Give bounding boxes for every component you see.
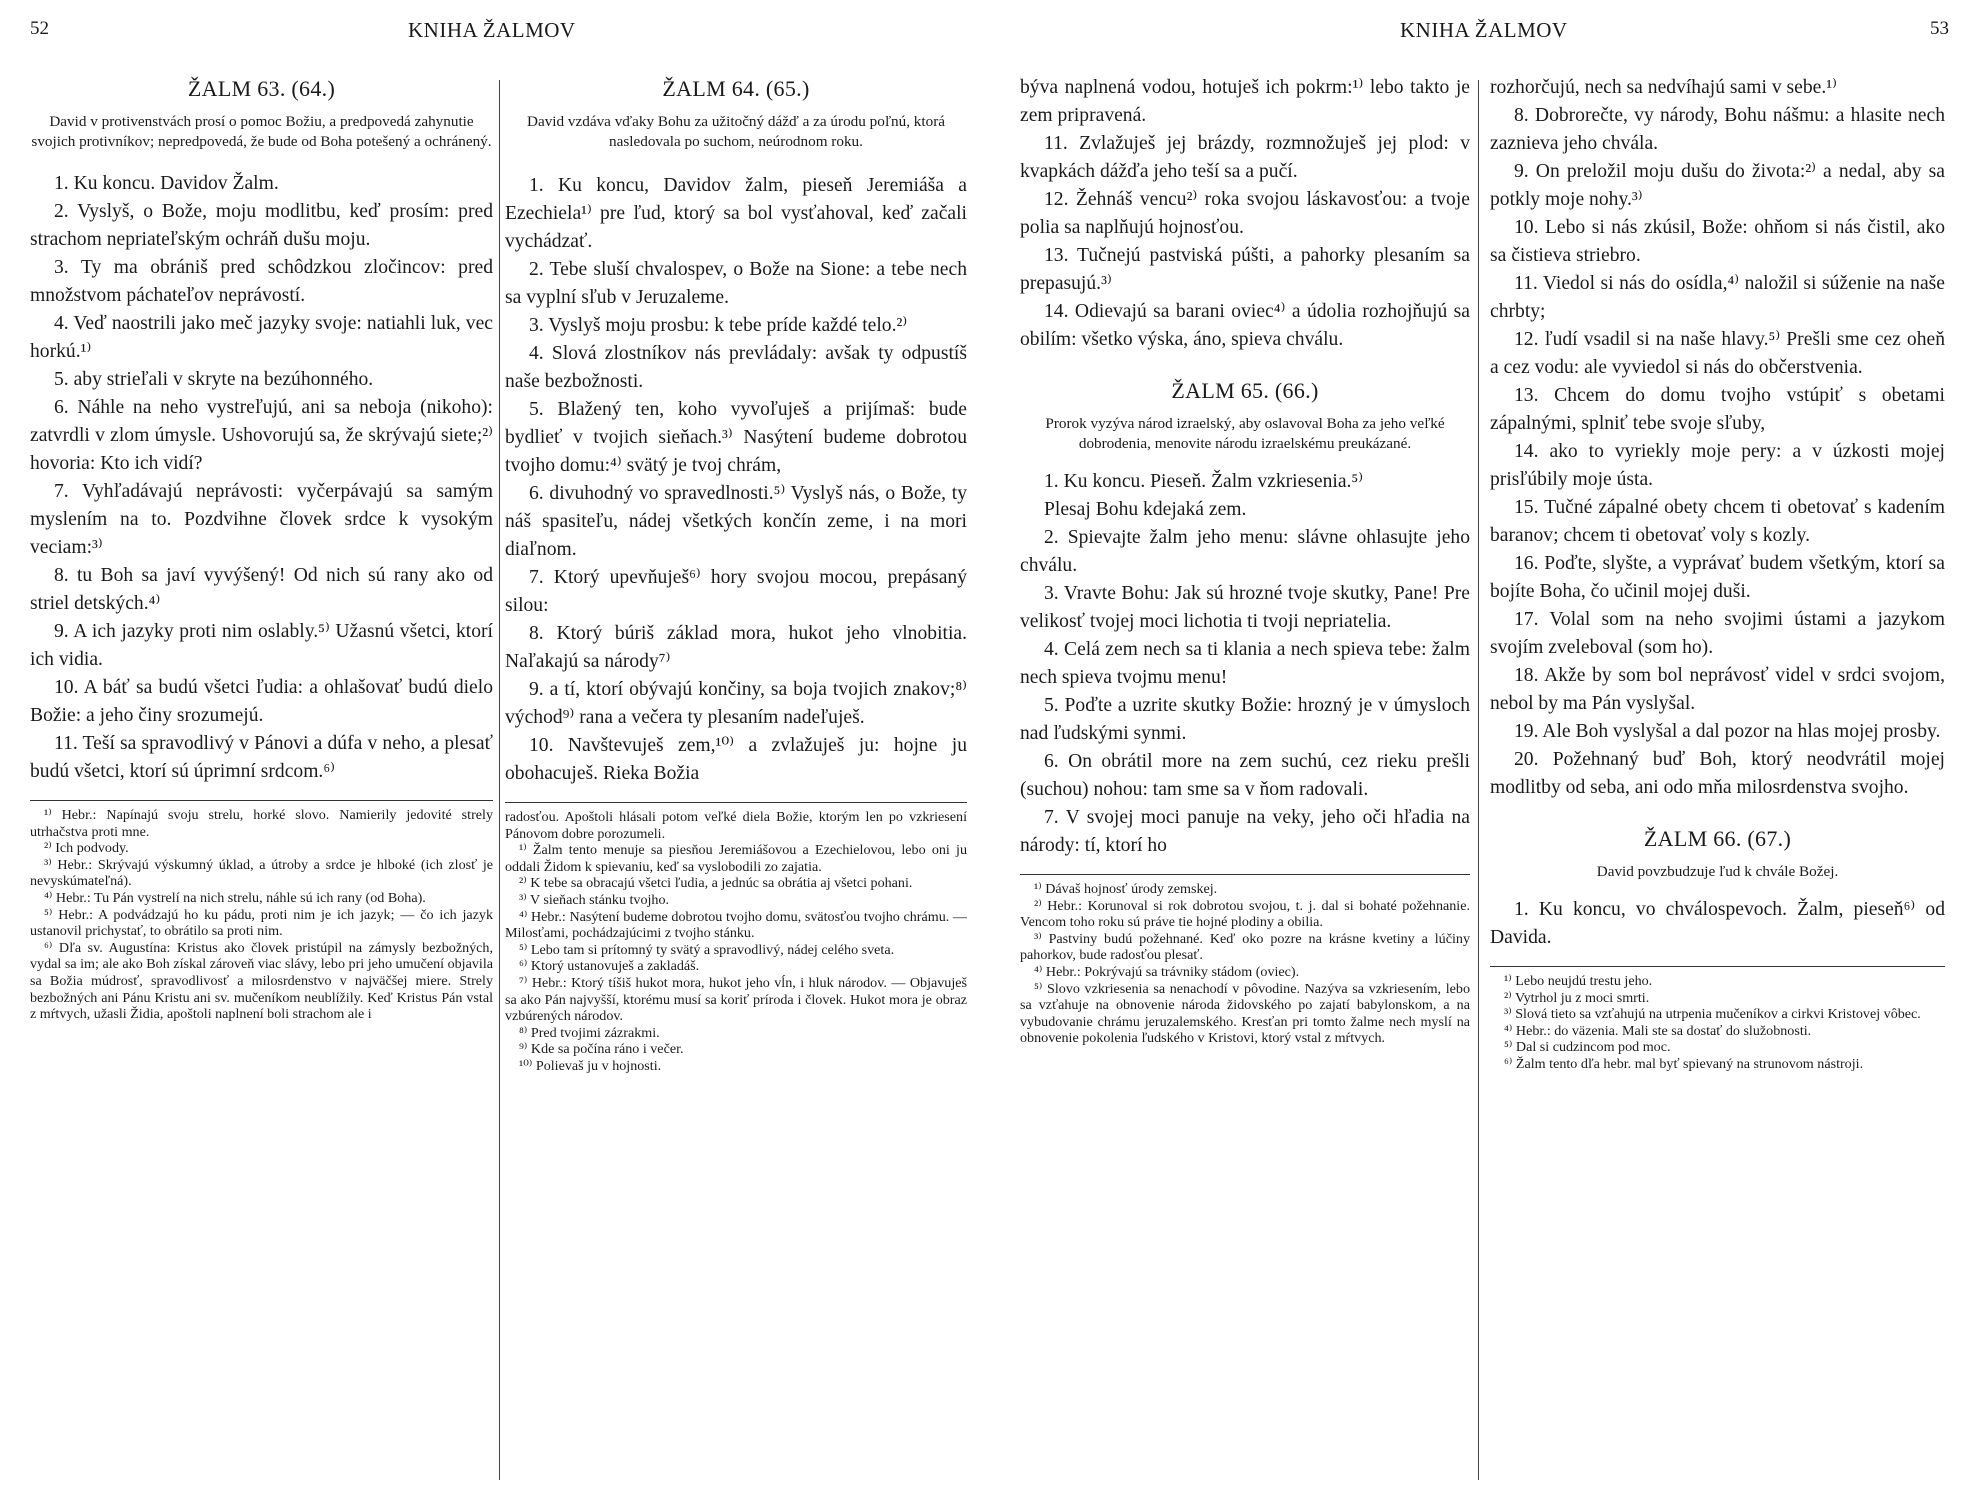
footnote: ¹⁾ Žalm tento menuje sa piesňou Jeremiášovou a Ezechielovou, lebo oni ju oddali Židom k spievaniu, keď sa vyslobodili zo zajatia.	[505, 842, 967, 875]
footnote: ¹⁰⁾ Polievaš ju v hojnosti.	[519, 1057, 662, 1074]
verses	[30, 170, 493, 786]
psalm-title: ŽALM 66. (67.)	[1643, 826, 1792, 851]
verse: 19. Ale Boh vyslyšal a dal pozor na hlas mojej prosby.	[1514, 721, 1941, 742]
running-header: KNIHA ŽALMOV	[1400, 18, 1568, 42]
verse: 5. Poďte a uzrite skutky Božie: hrozný je v úmysloch nad ľudskými synmi.	[1020, 695, 1470, 744]
column-left-2	[505, 74, 967, 1075]
verse: 4. Celá zem nech sa ti klania a nech spieva tebe: žalm nech spieva tvojmu menu!	[1020, 639, 1470, 688]
verse: 2. Tebe sluší chvalospev, o Bože na Sione: a tebe nech sa vyplní sľub v Jeruzaleme.	[505, 259, 967, 308]
verse: 11. Viedol si nás do osídla,⁴⁾ naložil si súženie na naše chrbty;	[1490, 273, 1945, 322]
footnote-divider	[1020, 874, 1470, 875]
footnotes	[30, 807, 493, 1023]
psalm-title: ŽALM 63. (64.)	[187, 76, 336, 101]
verse: Plesaj Bohu kdejaká zem.	[1044, 499, 1247, 520]
verse: 6. On obrátil more na zem suchú, cez rieku prešli (suchou) nohou: tam sme sa v ňom radovali.	[1020, 751, 1470, 800]
column-left-1	[30, 74, 493, 1023]
footnote: ³⁾ Slová tieto sa vzťahujú na utrpenia mučeníkov a cirkvi Kristovej vôbec.	[1504, 1006, 1921, 1023]
page-number: 53	[1930, 18, 1949, 39]
verse: 3. Ty ma obrániš pred schôdzkou zločincov: pred množstvom páchateľov neprávostí.	[30, 257, 493, 306]
verse: 1. Ku koncu, vo chválospevoch. Žalm, pieseň⁶⁾ od Davida.	[1490, 899, 1945, 948]
footnote: ⁶⁾ Žalm tento dľa hebr. mal byť spievaný na strunovom nástroji.	[1504, 1055, 1864, 1072]
verse: 10. Navštevuješ zem,¹⁰⁾ a zvlažuješ ju: hojne ju obohacuješ. Rieka Božia	[505, 735, 967, 784]
verse: 5. aby strieľali v skryte na bezúhonného.	[54, 369, 374, 390]
footnote: ⁹⁾ Kde sa počína ráno i večer.	[519, 1041, 684, 1058]
footnote: ⁵⁾ Hebr.: A podvádzajú ho ku pádu, proti nim je ich jazyk; — čo ich jazyk ustanovil prichystať, to obrátilo sa proti nim.	[30, 906, 493, 940]
footnote: ⁵⁾ Lebo tam si prítomný ty svätý a spravodlivý, nádej celého sveta.	[519, 941, 895, 958]
verse: 1. Ku koncu, Davidov žalm, pieseň Jeremiáša a Ezechiela¹⁾ pre ľud, ktorý sa bol vysťahoval, keď začali vychádzať.	[505, 175, 967, 252]
verse: 7. V svojej moci panuje na veky, jeho oči hľadia na národy: tí, ktorí ho	[1020, 807, 1470, 856]
left-page	[0, 0, 980, 1500]
verse: 4. Slová zlostníkov nás prevládaly: avšak ty odpustíš naše bezbožnosti.	[505, 343, 967, 392]
footnote: ⁶⁾ Dľa sv. Augustína: Kristus ako človek pristúpil na zámysly bezbožných, vydal sa im; ale ako Boh získal zároveň viac slávy, lebo pri jeho umučení objavila sa Božia múdrosť, spravodlivosť a milosrdenstvo v najväčšej miere. Strely bezbožných ani Pánu Kristu ani sv. mučeníkom neublížily. Keď Kristus Pán vstal z mŕtvych, užasli Židia, apoštoli naplnení boli strachom ale i	[30, 939, 493, 1023]
column-rule	[499, 80, 500, 1480]
footnote: ²⁾ Ich podvody.	[44, 840, 129, 857]
verse: 8. Dobrorečte, vy národy, Bohu nášmu: a hlasite nech zaznieva jeho chvála.	[1490, 105, 1945, 154]
footnote: ⁵⁾ Slovo vzkriesenia sa nenachodí v pôvodine. Nazýva sa vzkriesením, lebo sa vzťahuje na obnovenie národa židovského po zajatí babylonskom, a na vybudovanie chrámu jeruzalemského. Kresťan pri tomto žalme nech myslí na obnovenie pokolenia ľudského v Kristovi, ktorý vstal z mŕtvych.	[1020, 980, 1470, 1047]
psalm-description: David vzdáva vďaky Bohu za užitočný dážď a za úrodu poľnú, ktorá nasledovala po suchom, neúrodnom roku.	[526, 113, 945, 150]
footnote: ²⁾ Hebr.: Korunoval si rok dobrotou svojou, t. j. dal si bohaté požehnanie. Vencom toho roku sú práve tie hojné plodiny a obilia.	[1020, 897, 1470, 931]
verses	[505, 172, 967, 788]
psalm-description: Prorok vyzýva národ izraelský, aby oslavoval Boha za jeho veľké dobrodenia, menovite národu izraelskému preukázané.	[1045, 415, 1445, 452]
verse: 2. Spievajte žalm jeho menu: slávne ohlasujte jeho chválu.	[1020, 527, 1470, 576]
footnote-divider	[505, 802, 967, 803]
psalm-description: David povzbudzuje ľud k chvále Božej.	[1596, 863, 1839, 880]
verse: 11. Zvlažuješ jej brázdy, rozmnožuješ jej plod: v kvapkách dážďa jeho teší sa a pučí.	[1020, 133, 1470, 182]
footnote: ²⁾ K tebe sa obracajú všetci ľudia, a jednúc sa obrátia aj všetci pohani.	[519, 875, 913, 892]
footnote: ⁴⁾ Hebr.: do väzenia. Mali ste sa dostať do služobnosti.	[1504, 1022, 1812, 1039]
verse: 2. Vyslyš, o Bože, moju modlitbu, keď prosím: pred strachom nepriateľským ochráň dušu moju.	[30, 201, 493, 250]
verse: 9. A ich jazyky proti nim oslably.⁵⁾ Užasnú všetci, ktorí ich vidia.	[30, 621, 493, 670]
footnote: ⁴⁾ Hebr.: Pokrývajú sa trávniky stádom (oviec).	[1034, 963, 1300, 980]
verse: 10. A báť sa budú všetci ľudia: a ohlašovať budú dielo Božie: a jeho činy srozumejú.	[30, 677, 493, 726]
verse: 9. a tí, ktorí obývajú končiny, sa boja tvojich znakov;⁸⁾ východ⁹⁾ rana a večera ty plesaním nadeľuješ.	[505, 679, 967, 728]
verse: 18. Akže by som bol neprávosť videl v srdci svojom, nebol by ma Pán vyslyšal.	[1490, 665, 1945, 714]
footnote: ¹⁾ Hebr.: Napínajú svoju strelu, horké slovo. Namierily jedovité strely utrhačstva proti mne.	[30, 807, 493, 840]
psalm-description: David v protivenstvách prosí o pomoc Božiu, a predpovedá zahynutie svojich protivníkov; nepredpovedá, že bude od Boha potešený a ochránený.	[31, 113, 492, 150]
verse: 16. Poďte, slyšte, a vyprávať budem všetkým, ktorí sa bojíte Boha, čo učinil mojej duši.	[1490, 553, 1945, 602]
footnote: ³⁾ Pastviny budú požehnané. Keď oko pozre na krásne kvetiny a lúčiny pahorkov, bude radosťou plesať.	[1020, 930, 1470, 964]
footnote: ³⁾ V sieňach stánku tvojho.	[519, 891, 670, 908]
footnotes	[505, 809, 967, 1075]
footnote: ¹⁾ Dávaš hojnosť úrody zemskej.	[1034, 881, 1218, 897]
verse: 4. Veď naostrili jako meč jazyky svoje: natiahli luk, vec horkú.¹⁾	[30, 313, 493, 362]
verse: 14. Odievajú sa barani oviec⁴⁾ a údolia rozhojňujú sa obilím: všetko výska, áno, spieva chválu.	[1020, 301, 1470, 350]
verse: 12. ľudí vsadil si na naše hlavy.⁵⁾ Prešli sme cez oheň a cez vodu: ale vyviedol si nás do občerstvenia.	[1490, 329, 1945, 378]
verse: 9. On preložil moju dušu do života:²⁾ a nedal, aby sa potkly moje nohy.³⁾	[1490, 161, 1945, 210]
psalm-title: ŽALM 64. (65.)	[662, 76, 810, 101]
footnote-divider	[30, 800, 493, 801]
verse: 17. Volal som na neho svojimi ústami a jazykom svojím zveleboval (som ho).	[1490, 609, 1945, 658]
verse: 11. Teší sa spravodlivý v Pánovi a dúfa v neho, a plesať budú všetci, ktorí sú úprimní srdcom.⁶⁾	[30, 733, 493, 782]
verse: 1. Ku koncu. Davidov Žalm.	[54, 173, 279, 194]
right-page	[992, 0, 1971, 1500]
verse: 15. Tučné zápalné obety chcem ti obetovať s kadením baranov; chcem ti obetovať voly s kozly.	[1490, 497, 1945, 546]
footnote: ³⁾ Hebr.: Skrývajú výskumný úklad, a útroby a srdce je hlboké (ich zlosť je nevyskúmateľná).	[30, 856, 493, 890]
page-number: 52	[30, 18, 49, 39]
footnote: ⁸⁾ Pred tvojimi zázrakmi.	[519, 1024, 660, 1041]
verses	[1490, 74, 1945, 802]
psalm-title: ŽALM 65. (66.)	[1171, 378, 1319, 403]
verse-continuation: rozhorčujú, nech sa nedvíhajú sami v sebe.¹⁾	[1490, 77, 1837, 98]
verse: 5. Blažený ten, koho vyvoľuješ a prijímaš: bude bydlieť v tvojich sieňach.³⁾ Nasýtení budeme dobrotou tvojho domu:⁴⁾ svätý je tvoj chrám,	[505, 399, 967, 476]
verse: 10. Lebo si nás zkúsil, Bože: ohňom si nás čistil, ako sa čistieva striebro.	[1490, 217, 1945, 266]
verse: 1. Ku koncu. Pieseň. Žalm vzkriesenia.⁵⁾	[1044, 471, 1364, 492]
verse: 7. Ktorý upevňuješ⁶⁾ hory svojou mocou, prepásaný silou:	[505, 567, 967, 616]
footnote: ⁴⁾ Hebr.: Tu Pán vystrelí na nich strelu, náhle sú ich rany (od Boha).	[44, 889, 426, 906]
footnotes	[1490, 973, 1945, 1073]
footnote: radosťou. Apoštoli hlásali potom veľké diela Božie, ktorým len po vzkriesení Pánovom dobre porozumeli.	[505, 809, 967, 842]
column-rule	[1478, 80, 1479, 1480]
verse: 7. Vyhľadávajú neprávosti: vyčerpávajú sa samým myslením na to. Pozdvihne človek srdce k vysokým veciam:³⁾	[30, 481, 493, 558]
footnote: ¹⁾ Lebo neujdú trestu jeho.	[1504, 973, 1653, 989]
column-right-2	[1490, 74, 1945, 1073]
verse: 3. Vravte Bohu: Jak sú hrozné tvoje skutky, Pane! Pre velikosť tvojej moci lichotia ti tvoji nepriatelia.	[1020, 583, 1470, 632]
footnote: ⁴⁾ Hebr.: Nasýtení budeme dobrotou tvojho domu, svätosťou tvojho chrámu. — Milosťami, pochádzajúcimi z tvojho stánku.	[505, 908, 967, 942]
verse: 13. Chcem do domu tvojho vstúpiť s obetami zápalnými, splniť tebe svoje sľuby,	[1490, 385, 1945, 434]
verse: 12. Žehnáš vencu²⁾ roka svojou láskavosťou: a tvoje polia sa naplňujú hojnosťou.	[1020, 189, 1470, 238]
verse: 14. ako to vyriekly moje pery: a v úzkosti mojej prisľúbily moje ústa.	[1490, 441, 1945, 490]
running-header: KNIHA ŽALMOV	[408, 18, 576, 42]
verse-continuation: býva naplnená vodou, hotuješ ich pokrm:¹⁾ lebo takto je zem pripravená.	[1020, 77, 1470, 126]
footnote: ⁵⁾ Dal si cudzincom pod moc.	[1504, 1039, 1671, 1056]
verses	[1490, 896, 1945, 952]
verses	[1020, 130, 1470, 354]
verse: 8. tu Boh sa javí vyvýšený! Od nich sú rany ako od striel detských.⁴⁾	[30, 565, 493, 614]
footnote: ⁷⁾ Hebr.: Ktorý tíšiš hukot mora, hukot jeho vĺn, i hluk národov. — Objavuješ sa ako Pán najvyšší, ktorému musí sa koriť príroda i človek. Hukot mora je obraz vzbúrených národov.	[505, 974, 967, 1025]
verse: 6. divuhodný vo spravedlnosti.⁵⁾ Vyslyš nás, o Bože, ty náš spasiteľu, nádej všetkých končín zeme, i na mori diaľnom.	[505, 483, 967, 560]
verse: 3. Vyslyš moju prosbu: k tebe príde každé telo.²⁾	[529, 315, 908, 336]
verse: 8. Ktorý búriš základ mora, hukot jeho vlnobitia. Naľakajú sa národy⁷⁾	[505, 623, 967, 672]
footnotes	[1020, 881, 1470, 1047]
column-right-1	[1020, 74, 1470, 1047]
verse: 6. Náhle na neho vystreľujú, ani sa neboja (nikoho): zatvrdli v zlom úmysle. Ushovorujú sa, že skrývajú siete;²⁾ hovoria: Kto ich vidí?	[30, 397, 493, 474]
footnote-divider	[1490, 966, 1945, 967]
verses	[1020, 468, 1470, 860]
footnote: ²⁾ Vytrhol ju z moci smrti.	[1504, 989, 1650, 1006]
verse: 13. Tučnejú pastviská púšti, a pahorky plesaním sa prepasujú.³⁾	[1020, 245, 1470, 294]
verse: 20. Požehnaný buď Boh, ktorý neodvrátil mojej modlitby od seba, ani odo mňa milosrdenstva svojho.	[1490, 749, 1945, 798]
footnote: ⁶⁾ Ktorý ustanovuješ a zakladáš.	[519, 958, 700, 975]
